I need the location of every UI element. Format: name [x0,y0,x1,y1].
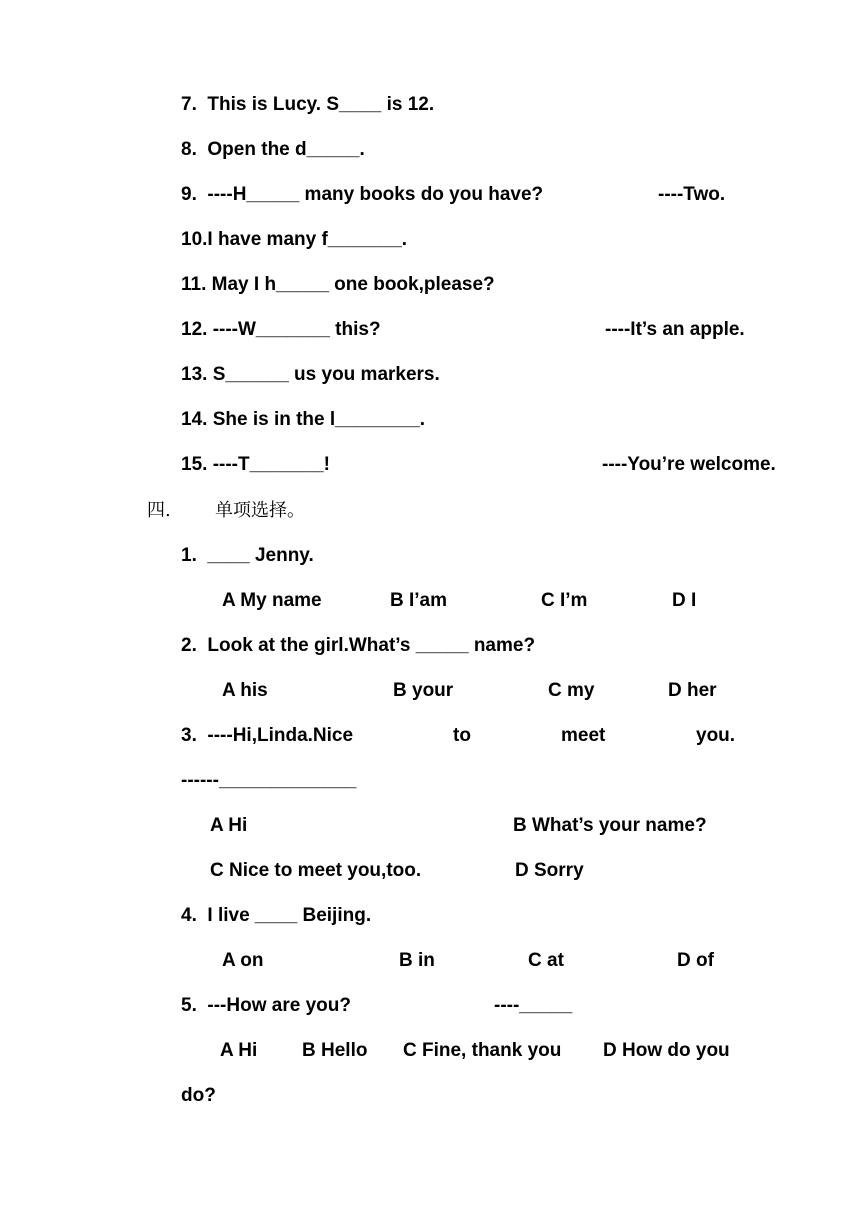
choice-3-option-a: A Hi [210,815,248,836]
choice-4-option-a: A on [222,950,264,971]
choice-3-option-d: D Sorry [515,860,584,881]
question-9: 9. ----H_____ many books do you have? [181,184,544,205]
choice-question-3-part-3: meet [561,725,606,746]
question-10: 10.I have many f_______. [181,229,408,250]
question-11: 11. May I h_____ one book,please? [181,274,495,295]
choice-2-option-d: D her [668,680,717,701]
choice-4-option-b: B in [399,950,435,971]
question-12-answer: ----It’s an apple. [605,319,745,340]
choice-2-option-b: B your [393,680,454,701]
choice-question-3-part-1: 3. ----Hi,Linda.Nice [181,725,354,746]
choice-5-option-c: C Fine, thank you [403,1040,562,1061]
choice-5-option-a: A Hi [220,1040,258,1061]
choice-5-option-b: B Hello [302,1040,368,1061]
choice-1-option-b: B I’am [390,590,448,611]
question-15: 15. ----T_______! [181,454,330,475]
choice-5-option-d: D How do you [603,1040,730,1061]
section-title: 单项选择。 [215,500,305,521]
choice-5-option-d-continued: do? [181,1085,216,1106]
choice-1-option-a: A My name [222,590,322,611]
choice-question-3-part-4: you. [696,725,736,746]
choice-question-5: 5. ---How are you? [181,995,351,1016]
choice-2-option-c: C my [548,680,595,701]
choice-question-3-continued: ------_____________ [181,770,357,791]
question-13: 13. S______ us you markers. [181,364,440,385]
question-12: 12. ----W_______ this? [181,319,381,340]
choice-3-option-c: C Nice to meet you,too. [210,860,422,881]
choice-2-option-a: A his [222,680,268,701]
question-15-answer: ----You’re welcome. [602,454,776,475]
choice-question-5-answer: ----_____ [494,995,573,1016]
choice-4-option-c: C at [528,950,564,971]
choice-1-option-c: C I’m [541,590,588,611]
choice-3-option-b: B What’s your name? [513,815,707,836]
choice-4-option-d: D of [677,950,714,971]
question-14: 14. She is in the l________. [181,409,425,430]
choice-question-4: 4. I live ____ Beijing. [181,905,372,926]
choice-question-3-part-2: to [453,725,471,746]
question-7: 7. This is Lucy. S____ is 12. [181,94,435,115]
choice-1-option-d: D I [672,590,697,611]
choice-question-1: 1. ____ Jenny. [181,545,314,566]
question-8: 8. Open the d_____. [181,139,365,160]
question-9-answer: ----Two. [658,184,726,205]
choice-question-2: 2. Look at the girl.What’s _____ name? [181,635,536,656]
section-number: 四. [147,500,171,521]
